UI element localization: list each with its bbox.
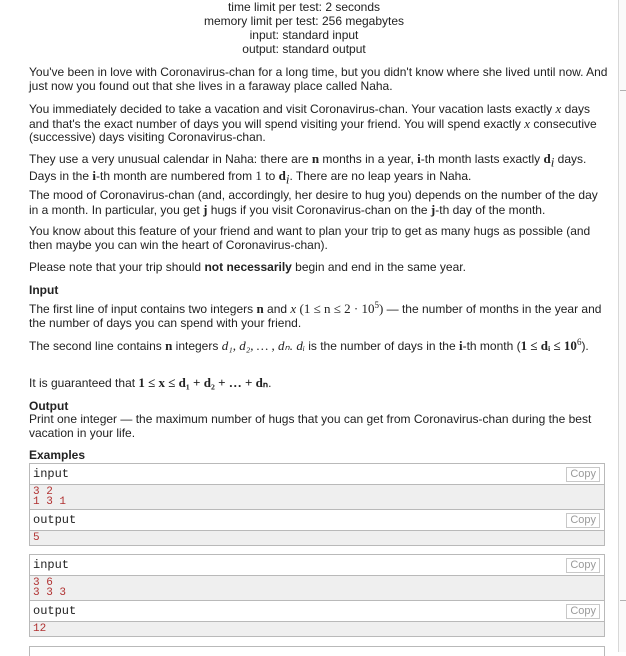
data-line: 1 3 1 [33, 496, 67, 508]
math-n: n [256, 301, 264, 316]
text: -th month ( [462, 339, 521, 353]
text: integers [172, 339, 222, 353]
text: ). [581, 339, 589, 353]
math-guarantee: 1 ≤ x ≤ d₁ + d₂ + … + dₙ [138, 375, 269, 390]
emphasis: not necessarily [204, 260, 292, 274]
input-line-1 [29, 299, 609, 330]
math-exp: 6 [576, 337, 582, 347]
legend-paragraph-5: You know about this feature of your friend and want to plan your trip to get as many hugs as possible (and then maybe you can win the heart of Coronavirus-chan). [29, 224, 591, 252]
example-1-output [29, 509, 605, 546]
output-title: Output [29, 399, 69, 413]
text: . [268, 376, 272, 390]
text: You immediately decided to take a vacation and visit Coronavirus-chan. Your vacation lasts exactly [29, 102, 556, 116]
text: Please note that your trip should [29, 260, 205, 274]
example-1-input [29, 463, 605, 510]
legend-paragraph-4 [29, 189, 609, 217]
math-range-n: (1 ≤ n ≤ 2 · 10 [299, 301, 375, 316]
text: -th month lasts exactly [420, 152, 544, 166]
box-label: output [33, 513, 77, 527]
data-line: 12 [33, 623, 47, 635]
math-d: d [543, 151, 551, 166]
copy-button[interactable]: Copy [566, 604, 600, 619]
example-1-output-data [30, 531, 604, 545]
text: The mood of Coronavirus-chan (and, accordingly, her desire to hug you) depends on the number of the day in a month. In particular, you get [29, 188, 598, 217]
math-i: i [417, 151, 421, 166]
math-di: dᵢ [296, 338, 305, 353]
text: -th day of the month. [435, 202, 546, 217]
text: The second line contains [29, 339, 166, 353]
math-j: j [430, 201, 436, 217]
math-x: x [555, 101, 562, 116]
text: hugs if you visit Coronavirus-chan on the [207, 202, 431, 217]
example-2-input-data [30, 576, 604, 600]
text: days. Days in the [29, 152, 587, 183]
math-i: i [92, 167, 96, 183]
example-2-output-data [30, 622, 604, 636]
text: consecutive (successive) days visiting Coronavirus-chan. [29, 116, 597, 145]
examples-title: Examples [29, 448, 86, 462]
sidebar-tick [620, 600, 626, 601]
input-line-2 [29, 336, 609, 354]
math-x: x [290, 301, 297, 316]
time-limit: time limit per test: 2 seconds [227, 0, 381, 14]
example-2-input [29, 554, 605, 601]
legend-paragraph-1: You've been in love with Coronavirus-chan for a long time, but you didn't know where she lived until now. And just now you found out that she lives in a faraway place called Naha. [29, 65, 608, 93]
box-label: input [33, 558, 70, 572]
math-exp: 5 [374, 300, 379, 310]
math-x: x [524, 115, 531, 131]
next-box-edge [29, 646, 605, 656]
input-title: Input [29, 283, 59, 297]
sidebar-tick [620, 90, 626, 91]
legend-paragraph-6 [29, 261, 609, 275]
data-line: 3 3 3 [33, 587, 67, 599]
data-line: 3 2 [33, 486, 53, 498]
data-line: 3 6 [33, 577, 53, 589]
input-line-3 [29, 376, 609, 391]
text: . There are no leap years in Naha. [289, 168, 472, 183]
example-2-output [29, 600, 605, 637]
math-range-d: 1 ≤ dᵢ ≤ 10 [520, 338, 577, 353]
example-1-input-data [30, 485, 604, 509]
text: and [263, 302, 291, 316]
text: — the number of months in the year and the number of days you can spend with your friend. [29, 302, 602, 330]
output-text: Print one integer — the maximum number of hugs that you can get from Coronavirus-chan during the best vacation in your life. [29, 412, 592, 440]
text: begin and end in the same year. [291, 260, 466, 274]
copy-button[interactable]: Copy [566, 558, 600, 573]
output-spec: output: standard output [242, 42, 366, 56]
math-n: n [311, 151, 320, 166]
math-sub-i: i [285, 171, 290, 187]
right-sidebar-edge [618, 0, 626, 652]
input-spec: input: standard input [249, 28, 359, 42]
math-d: d [278, 167, 286, 183]
data-line: 5 [33, 532, 40, 544]
memory-limit: memory limit per test: 256 megabytes [203, 14, 405, 28]
box-label: input [33, 467, 70, 481]
legend-paragraph-2 [29, 102, 609, 145]
text: -th month are numbered from [96, 168, 256, 183]
text: They use a very unusual calendar in Naha: there are [29, 152, 312, 166]
text: is the number of days in the [304, 339, 459, 353]
text: days and that's the exact number of days you will spend visiting your friend. You will spend exactly [29, 102, 590, 131]
math-i: i [458, 338, 463, 353]
text: The first line of input contains two integers [29, 302, 257, 316]
math-seq: d₁, d₂, … , dₙ. [221, 338, 293, 353]
copy-button[interactable]: Copy [566, 467, 600, 482]
math-one: 1 [255, 167, 262, 183]
text: to [261, 168, 279, 183]
problem-header [0, 0, 608, 56]
math-n: n [165, 338, 173, 353]
legend-paragraph-3 [29, 152, 609, 186]
text: months in a year, [319, 152, 418, 166]
box-label: output [33, 604, 77, 618]
math-close: ) [378, 301, 384, 316]
text: It is guaranteed that [29, 376, 139, 390]
math-j: j [203, 201, 208, 217]
math-sub-i: i [550, 154, 555, 170]
copy-button[interactable]: Copy [566, 513, 600, 528]
